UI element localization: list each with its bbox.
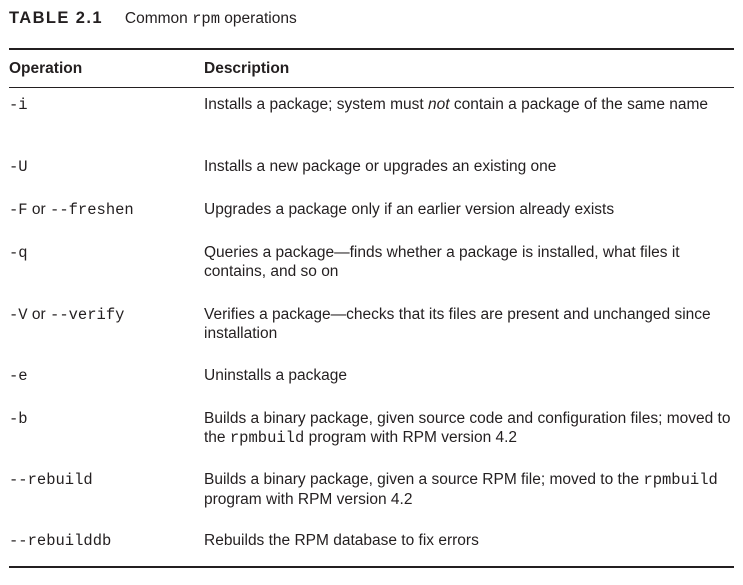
description-text: contain a package of the same name xyxy=(449,96,709,113)
table-row xyxy=(9,200,734,220)
table-header-rule xyxy=(9,87,734,88)
operation-flag: -F xyxy=(9,201,28,219)
table-row xyxy=(9,95,734,115)
operation-flag: --rebuild xyxy=(9,471,93,489)
operation-cell xyxy=(9,305,204,343)
operation-cell xyxy=(9,409,204,448)
table-title-suffix: operations xyxy=(220,10,297,27)
table-title-prefix: Common xyxy=(124,10,193,27)
description-text: Builds a binary package, given source code and configuration files; moved to the xyxy=(204,410,731,446)
table-header-row xyxy=(9,50,734,87)
operation-long-flag: --freshen xyxy=(50,201,134,219)
table-title-code: rpm xyxy=(192,10,220,28)
table-row xyxy=(9,531,734,551)
description-cell xyxy=(204,243,734,281)
operation-or: or xyxy=(27,201,51,218)
operation-cell xyxy=(9,243,204,281)
operation-flag: -e xyxy=(9,367,28,385)
description-text: Uninstalls a package xyxy=(204,367,348,384)
header-description: Description xyxy=(204,59,290,77)
description-cell xyxy=(204,470,734,509)
description-text: Queries a package—finds whether a package is installed, what files it contains, and so on xyxy=(204,244,680,280)
description-code: rpmbuild xyxy=(229,429,305,447)
table-number: TABLE 2.1 xyxy=(9,9,103,27)
table-row xyxy=(9,366,734,386)
description-cell xyxy=(204,366,734,386)
description-cell xyxy=(204,409,734,448)
operation-cell xyxy=(9,200,204,220)
description-text: Verifies a package—checks that its files are present and unchanged since installation xyxy=(204,306,711,342)
table-row xyxy=(9,243,734,281)
description-cell xyxy=(204,157,734,177)
description-code: rpmbuild xyxy=(643,471,718,489)
operation-or: or xyxy=(27,306,51,323)
description-cell xyxy=(204,95,734,115)
table-row xyxy=(9,157,734,177)
description-text: Installs a package; system must xyxy=(204,96,428,113)
operation-long-flag: --verify xyxy=(50,306,125,324)
description-text: Installs a new package or upgrades an existing one xyxy=(204,158,557,175)
rpm-operations-table xyxy=(9,50,734,550)
description-emphasis: not xyxy=(427,96,450,113)
description-text: Rebuilds the RPM database to fix errors xyxy=(204,532,479,549)
operation-flag: -i xyxy=(9,96,28,114)
description-text: program with RPM version 4.2 xyxy=(304,429,518,446)
description-cell xyxy=(204,305,734,343)
header-operation: Operation xyxy=(9,59,83,77)
operation-flag: -U xyxy=(9,158,28,176)
operation-flag: -q xyxy=(9,244,28,262)
description-text: Upgrades a package only if an earlier version already exists xyxy=(204,201,615,218)
operation-cell xyxy=(9,157,204,177)
description-text: program with RPM version 4.2 xyxy=(204,491,413,508)
operation-cell xyxy=(9,531,204,551)
table-caption xyxy=(9,9,297,31)
description-cell xyxy=(204,200,734,220)
table-title xyxy=(125,10,297,28)
operation-cell xyxy=(9,470,204,509)
operation-flag: --rebuilddb xyxy=(9,532,112,550)
table-row xyxy=(9,470,734,509)
description-text: Builds a binary package, given a source RPM file; moved to the xyxy=(204,471,644,488)
operation-flag: -V xyxy=(9,306,28,324)
table-row xyxy=(9,409,734,448)
table-row xyxy=(9,305,734,343)
operation-flag: -b xyxy=(9,410,28,428)
operation-cell xyxy=(9,95,204,115)
description-cell xyxy=(204,531,734,551)
operation-cell xyxy=(9,366,204,386)
table-bottom-rule xyxy=(9,566,734,568)
